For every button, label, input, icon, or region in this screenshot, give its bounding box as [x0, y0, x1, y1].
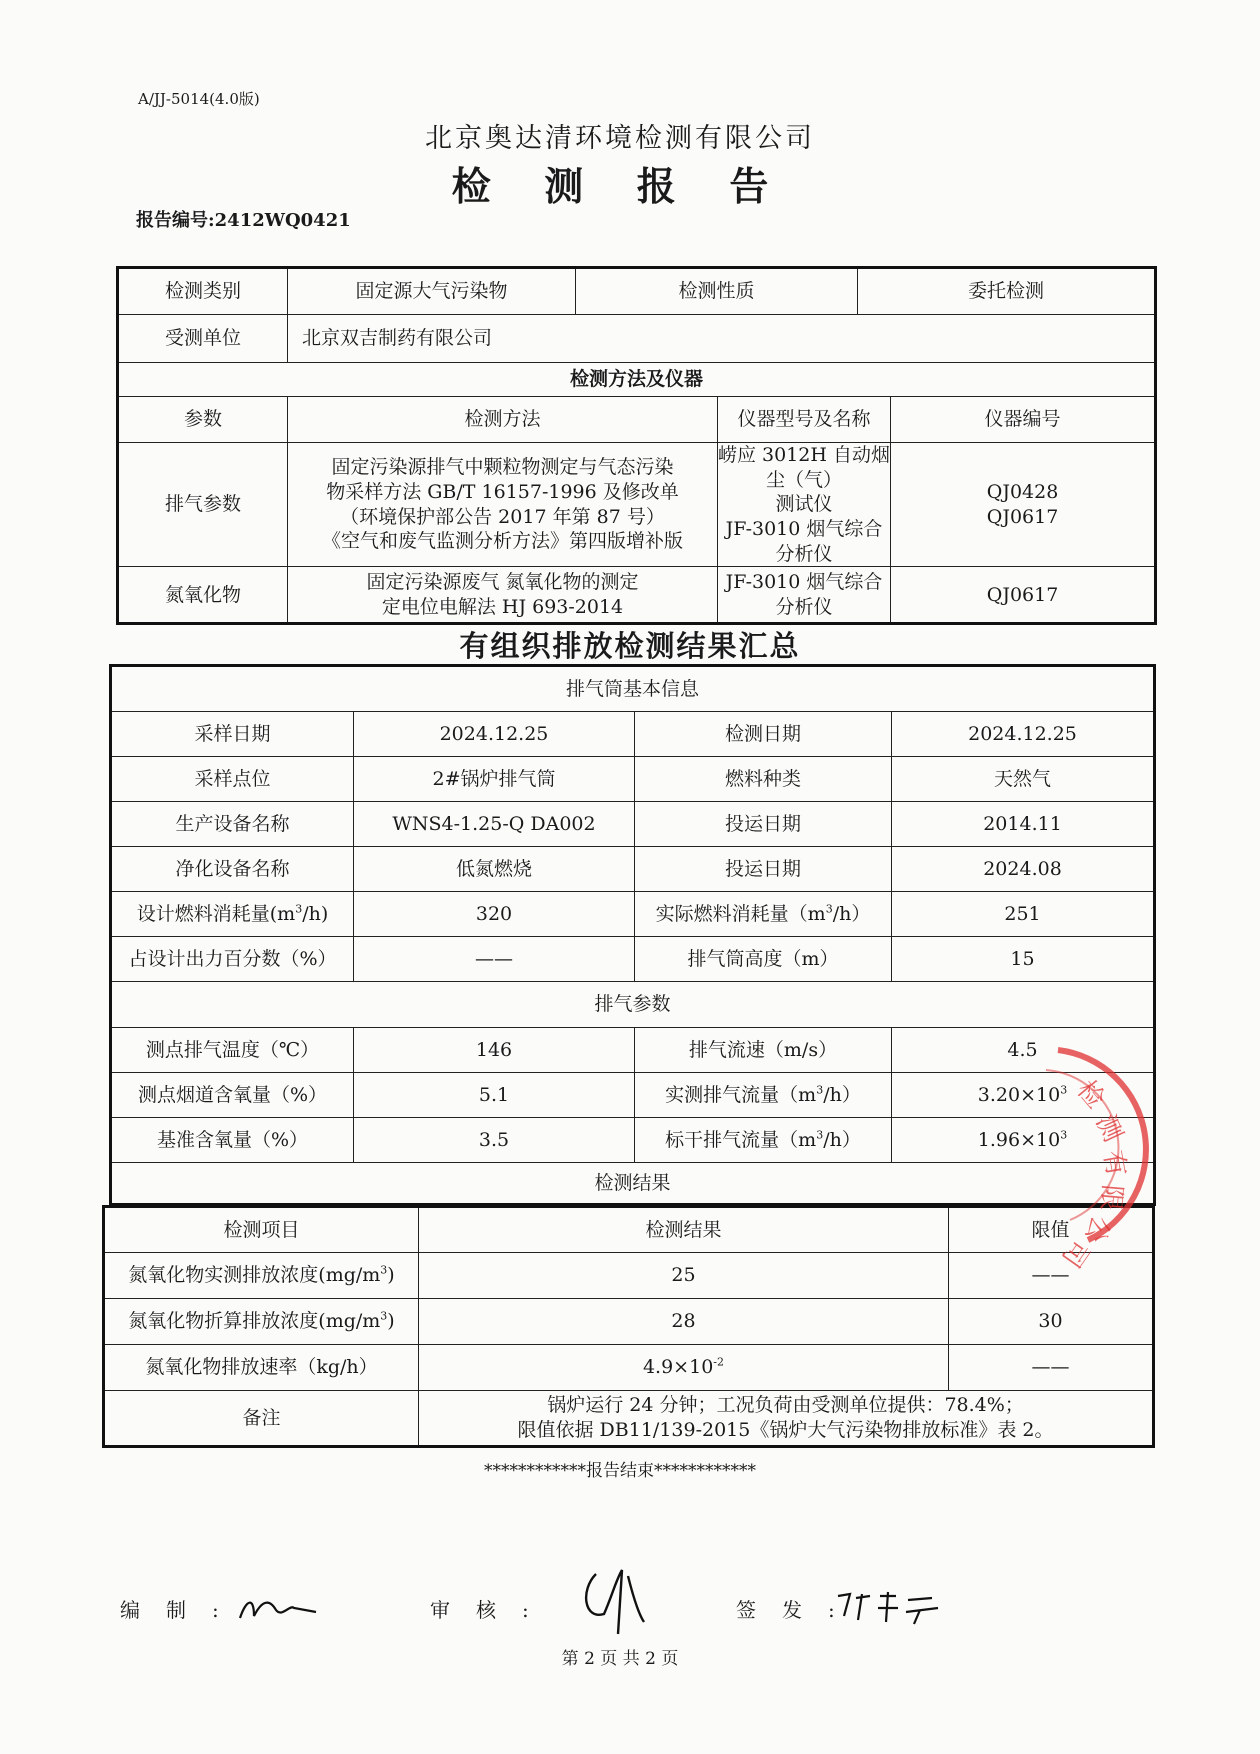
info-cell: 投运日期 — [635, 802, 892, 847]
info-cell: 天然气 — [892, 757, 1155, 802]
svg-text:限: 限 — [1094, 1183, 1127, 1212]
exhaust-cell: $1.96\times 10^3$ — [892, 1118, 1155, 1163]
result-value: 28 — [419, 1299, 949, 1345]
method-row-number: QJ0617 — [891, 567, 1156, 624]
info-cell: 占设计出力百分数（%） — [111, 937, 354, 982]
issue-label: 签发: — [736, 1598, 861, 1622]
method-header-method: 检测方法 — [288, 397, 718, 443]
report-number-value: 2412WQ0421 — [214, 210, 351, 231]
result-table — [102, 1205, 1155, 1448]
report-number-label: 报告编号: — [136, 210, 215, 231]
reviewer-signature — [574, 1560, 660, 1642]
method-row-method: 固定污染源废气 氮氧化物的测定 定电位电解法 HJ 693-2014 — [288, 567, 718, 624]
compiler-signature — [232, 1582, 322, 1628]
stack-info-table — [109, 664, 1156, 1206]
info-cell: 15 — [892, 937, 1155, 982]
method-header-number: 仪器编号 — [891, 397, 1156, 443]
method-row-param: 氮氧化物 — [118, 567, 288, 624]
result-value: 25 — [419, 1253, 949, 1299]
info-cell: 2024.12.25 — [354, 712, 635, 757]
info-cell: 实际燃料消耗量$(m^3/h)$ — [635, 892, 892, 937]
nature-label: 检测性质 — [576, 268, 858, 315]
info-cell: WNS4-1.25-Q DA002 — [354, 802, 635, 847]
type-value: 固定源大气污染物 — [288, 268, 576, 315]
exhaust-cell: 测点排气温度（℃） — [111, 1028, 354, 1073]
method-row-param: 排气参数 — [118, 443, 288, 567]
result-item: 氮氧化物折算排放浓度$(mg/m^3)$ — [104, 1299, 419, 1345]
type-label: 检测类别 — [118, 268, 288, 315]
result-limit: —— — [949, 1345, 1154, 1391]
info-cell: 采样日期 — [111, 712, 354, 757]
info-cell: 净化设备名称 — [111, 847, 354, 892]
result-section-title: 检测结果 — [111, 1163, 1155, 1205]
exhaust-cell: 实测排气流量$(m^3/h)$ — [635, 1073, 892, 1118]
info-cell: 投运日期 — [635, 847, 892, 892]
report-end-mark: ************报告结束************ — [484, 1461, 756, 1481]
method-header-instrument: 仪器型号及名称 — [718, 397, 891, 443]
company-seal — [1018, 1040, 1138, 1273]
page-number: 第 2 页 共 2 页 — [561, 1649, 679, 1669]
unit-value: 北京双吉制药有限公司 — [288, 315, 1156, 363]
svg-text:测: 测 — [1089, 1110, 1128, 1147]
report-number — [136, 206, 351, 232]
info-cell: 燃料种类 — [635, 757, 892, 802]
result-value: $4.9\times 10^{-2}$ — [419, 1345, 949, 1391]
exhaust-cell: $3.20\times 10^3$ — [892, 1073, 1155, 1118]
nature-value: 委托检测 — [858, 268, 1156, 315]
info-cell: 2024.08 — [892, 847, 1155, 892]
info-cell: 2024.12.25 — [892, 712, 1155, 757]
issuer-signature — [834, 1586, 946, 1630]
summary-title: 有组织排放检测结果汇总 — [459, 629, 801, 663]
info-cell: 生产设备名称 — [111, 802, 354, 847]
exhaust-cell: 排气流速（m/s） — [635, 1028, 892, 1073]
review-label: 审核: — [430, 1598, 555, 1622]
method-header-param: 参数 — [118, 397, 288, 443]
method-section-title: 检测方法及仪器 — [118, 363, 1156, 397]
method-table — [116, 266, 1157, 625]
svg-text:检: 检 — [1070, 1075, 1111, 1115]
info-cell: 251 — [892, 892, 1155, 937]
exhaust-cell: 3.5 — [354, 1118, 635, 1163]
method-row-number: QJ0428 QJ0617 — [891, 443, 1156, 567]
document-code: A/JJ-5014(4.0版) — [138, 90, 260, 108]
exhaust-section-title: 排气参数 — [111, 982, 1155, 1028]
info-cell: 排气筒高度（m） — [635, 937, 892, 982]
result-item: 氮氧化物排放速率（kg/h） — [104, 1345, 419, 1391]
result-limit: 30 — [949, 1299, 1154, 1345]
info-cell: 2014.11 — [892, 802, 1155, 847]
report-title: 检 测 报 告 — [451, 164, 789, 210]
info-cell: 2#锅炉排气筒 — [354, 757, 635, 802]
result-limit: —— — [949, 1253, 1154, 1299]
method-row-method: 固定污染源排气中颗粒物测定与气态污染 物采样方法 GB/T 16157-1996 及修改单 （环境保护部公告 2017 年第 87 号） 《空气和废气监测分析方法》第四版增补版 — [288, 443, 718, 567]
info-cell: —— — [354, 937, 635, 982]
exhaust-cell: 4.5 — [892, 1028, 1155, 1073]
info-cell: 低氮燃烧 — [354, 847, 635, 892]
unit-label: 受测单位 — [118, 315, 288, 363]
result-item: 氮氧化物实测排放浓度$(mg/m^3)$ — [104, 1253, 419, 1299]
exhaust-cell: 基准含氧量（%） — [111, 1118, 354, 1163]
info-cell: 采样点位 — [111, 757, 354, 802]
remark-label: 备注 — [104, 1391, 419, 1447]
result-header-value: 检测结果 — [419, 1207, 949, 1253]
info-cell: 检测日期 — [635, 712, 892, 757]
compile-label: 编制: — [120, 1598, 245, 1622]
method-row-instrument: 崂应 3012H 自动烟尘（气） 测试仪 JF-3010 烟气综合分析仪 — [718, 443, 891, 567]
svg-text:公: 公 — [1078, 1211, 1116, 1247]
svg-text:司: 司 — [1055, 1233, 1095, 1273]
info-cell: 320 — [354, 892, 635, 937]
exhaust-cell: 5.1 — [354, 1073, 635, 1118]
result-header-item: 检测项目 — [104, 1207, 419, 1253]
svg-text:有: 有 — [1097, 1148, 1132, 1179]
basic-section-title: 排气筒基本信息 — [111, 666, 1155, 712]
exhaust-cell: 标干排气流量$(m^3/h)$ — [635, 1118, 892, 1163]
exhaust-cell: 测点烟道含氧量（%） — [111, 1073, 354, 1118]
result-header-limit: 限值 — [949, 1207, 1154, 1253]
company-name: 北京奥达清环境检测有限公司 — [425, 123, 815, 154]
info-cell: 设计燃料消耗量$(m^3/h)$ — [111, 892, 354, 937]
exhaust-cell: 146 — [354, 1028, 635, 1073]
method-row-instrument: JF-3010 烟气综合分析仪 — [718, 567, 891, 624]
remark-text: 锅炉运行 24 分钟；工况负荷由受测单位提供：78.4%； 限值依据 DB11/139-2015《锅炉大气污染物排放标准》表 2。 — [419, 1391, 1154, 1447]
